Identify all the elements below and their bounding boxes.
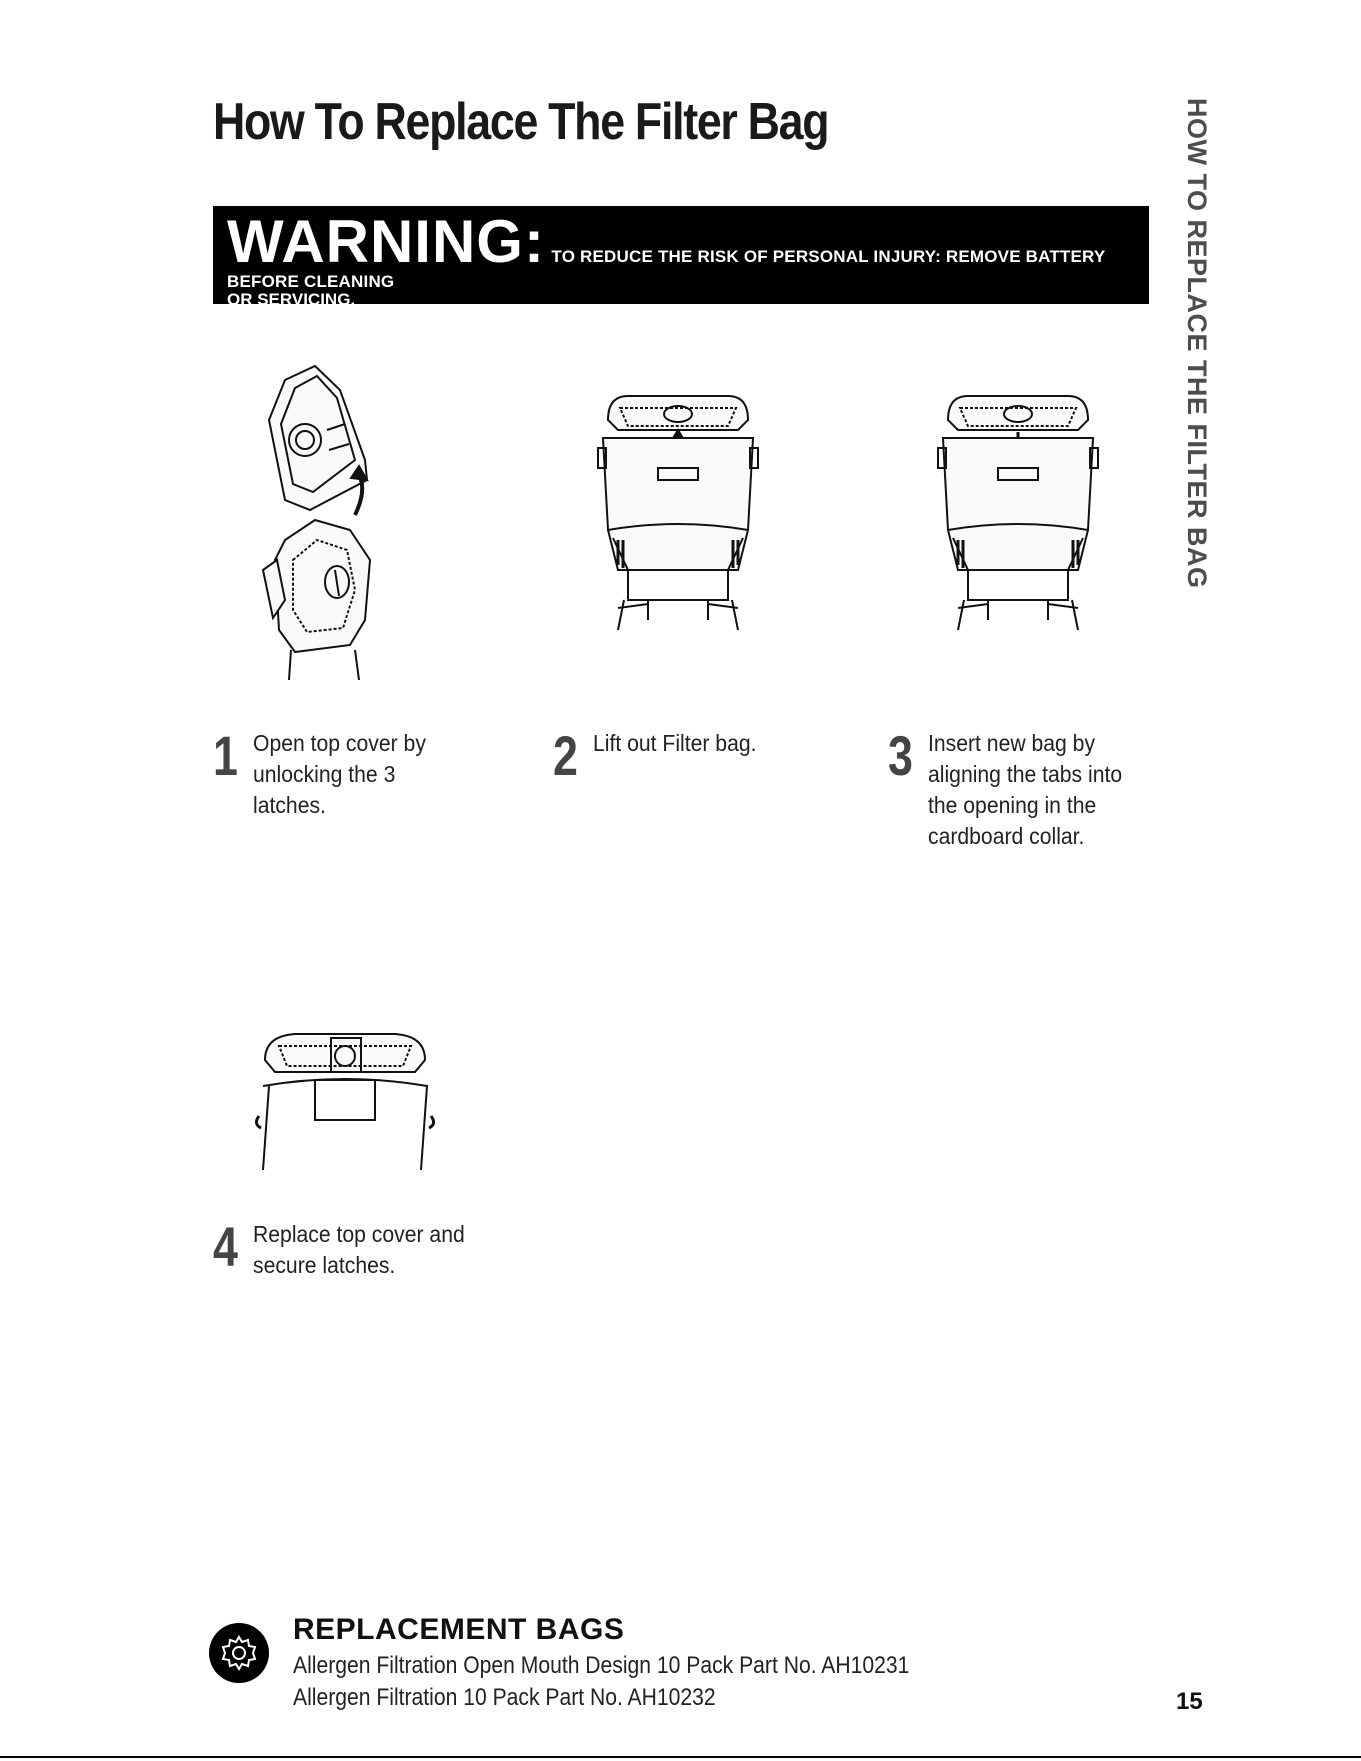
step-4-text: Replace top cover and secure latches. xyxy=(253,1221,465,1278)
step-1-text: Open top cover by unlocking the 3 latches. xyxy=(253,730,426,818)
warning-word: WARNING: xyxy=(227,208,545,275)
step-4-number: 4 xyxy=(213,1215,238,1278)
gear-icon xyxy=(209,1623,269,1683)
step-2-illustration xyxy=(588,390,768,650)
warning-banner xyxy=(213,206,1149,309)
page-number: 15 xyxy=(1176,1688,1203,1715)
bottom-divider xyxy=(0,1756,1361,1758)
step-3-text: Insert new bag by aligning the tabs into the opening in the cardboard collar. xyxy=(928,730,1123,849)
page-title: How To Replace The Filter Bag xyxy=(213,93,829,151)
step-3-illustration xyxy=(928,390,1108,650)
step-1-illustration xyxy=(255,360,425,680)
step-4 xyxy=(213,1215,513,1299)
step-1-number: 1 xyxy=(213,724,238,787)
step-3-number: 3 xyxy=(888,724,913,787)
step-2 xyxy=(553,724,853,788)
step-2-number: 2 xyxy=(553,724,578,787)
step-1 xyxy=(213,724,513,838)
section-side-tab: HOW TO REPLACE THE FILTER BAG xyxy=(1182,98,1212,589)
replacement-bag-item: Allergen Filtration 10 Pack Part No. AH10232 xyxy=(293,1684,716,1711)
warning-text-line2: OR SERVICING. xyxy=(227,290,356,309)
warning-text-line1: TO REDUCE THE RISK OF PERSONAL INJURY: REMOVE BATTERY BEFORE CLEANING xyxy=(227,247,1106,291)
replacement-bag-item: Allergen Filtration Open Mouth Design 10 Pack Part No. AH10231 xyxy=(293,1652,910,1679)
step-4-illustration xyxy=(245,1020,445,1170)
step-3 xyxy=(888,724,1188,868)
replacement-bags-title: REPLACEMENT BAGS xyxy=(293,1613,625,1646)
step-2-text: Lift out Filter bag. xyxy=(593,730,757,756)
